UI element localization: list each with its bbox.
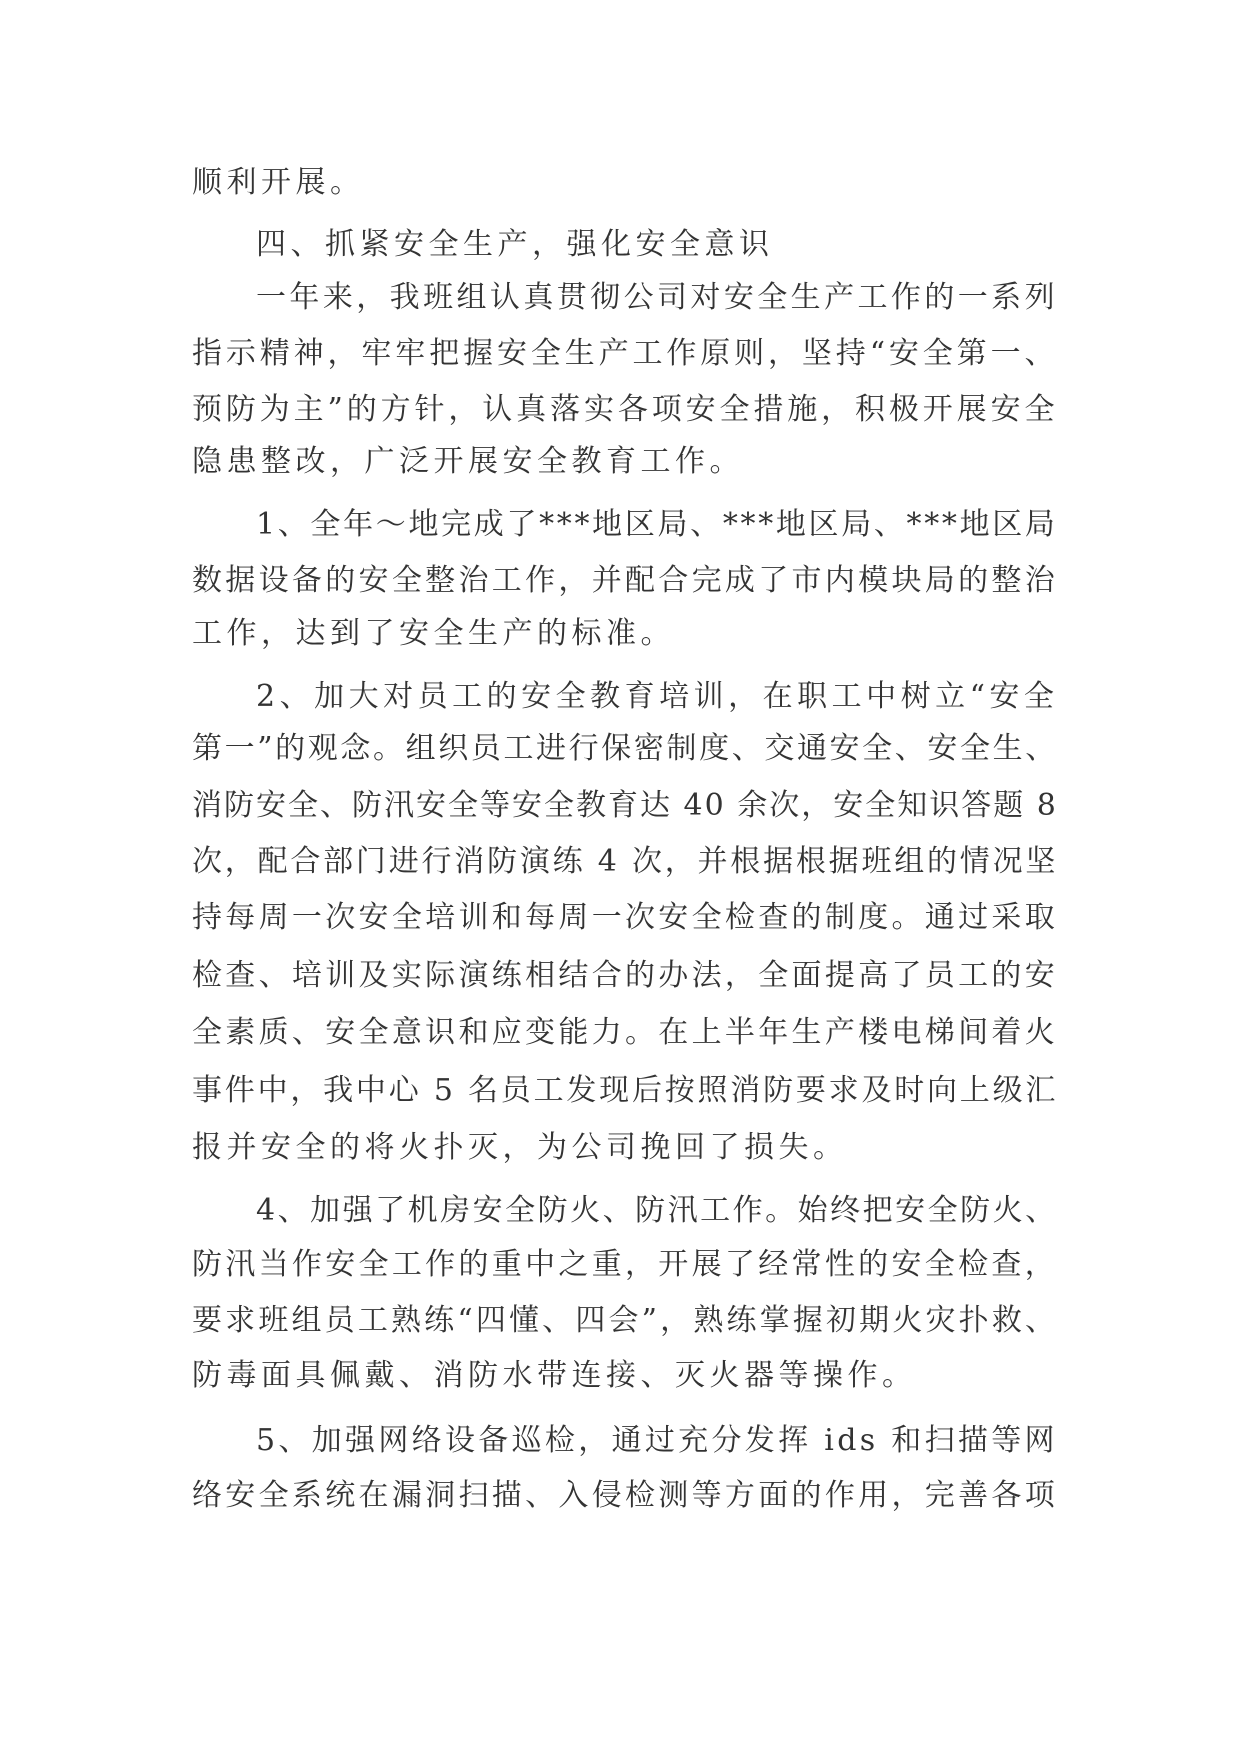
text-line: 顺利开展。 [192,165,365,200]
text-line: 事件中，我中心 5 名员工发现后按照消防要求及时向上级汇 [192,1073,1059,1108]
text-line: 报并安全的将火扑灭，为公司挽回了损失。 [192,1130,848,1165]
text-line: 数据设备的安全整治工作，并配合完成了市内模块局的整治 [192,563,1058,598]
text-line: 指示精神，牢牢把握安全生产工作原则，坚持“安全第一、 [192,336,1059,371]
text-line: 络安全系统在漏洞扫描、入侵检测等方面的作用，完善各项 [192,1478,1058,1513]
text-line: 4、加强了机房安全防火、防汛工作。始终把安全防火、 [256,1193,1058,1228]
text-line: 2、加大对员工的安全教育培训，在职工中树立“安全 [256,679,1059,714]
text-line: 预防为主”的方针，认真落实各项安全措施，积极开展安全 [192,392,1059,427]
text-line: 全素质、安全意识和应变能力。在上半年生产楼电梯间着火 [192,1015,1058,1050]
text-line: 次，配合部门进行消防演练 4 次，并根据根据班组的情况坚 [192,844,1059,879]
text-line: 要求班组员工熟练“四懂、四会”，熟练掌握初期火灾扑救、 [192,1303,1059,1338]
text-line: 一年来，我班组认真贯彻公司对安全生产工作的一系列 [256,280,1058,315]
text-line: 防汛当作安全工作的重中之重，开展了经常性的安全检查， [192,1247,1058,1282]
text-line: 检查、培训及实际演练相结合的办法，全面提高了员工的安 [192,958,1058,993]
text-line: 隐患整改，广泛开展安全教育工作。 [192,444,744,479]
text-line: 第一”的观念。组织员工进行保密制度、交通安全、安全生、 [192,731,1058,766]
text-line: 消防安全、防汛安全等安全教育达 40 余次，安全知识答题 8 [192,788,1058,823]
text-line: 防毒面具佩戴、消防水带连接、灭火器等操作。 [192,1358,917,1393]
text-line: 工作，达到了安全生产的标准。 [192,616,675,651]
section-heading: 四、抓紧安全生产，强化安全意识 [256,227,774,262]
text-line: 5、加强网络设备巡检，通过充分发挥 ids 和扫描等网 [256,1423,1058,1458]
text-line: 1、全年～地完成了***地区局、***地区局、***地区局 [256,507,1058,542]
text-line: 持每周一次安全培训和每周一次安全检查的制度。通过采取 [192,900,1058,935]
